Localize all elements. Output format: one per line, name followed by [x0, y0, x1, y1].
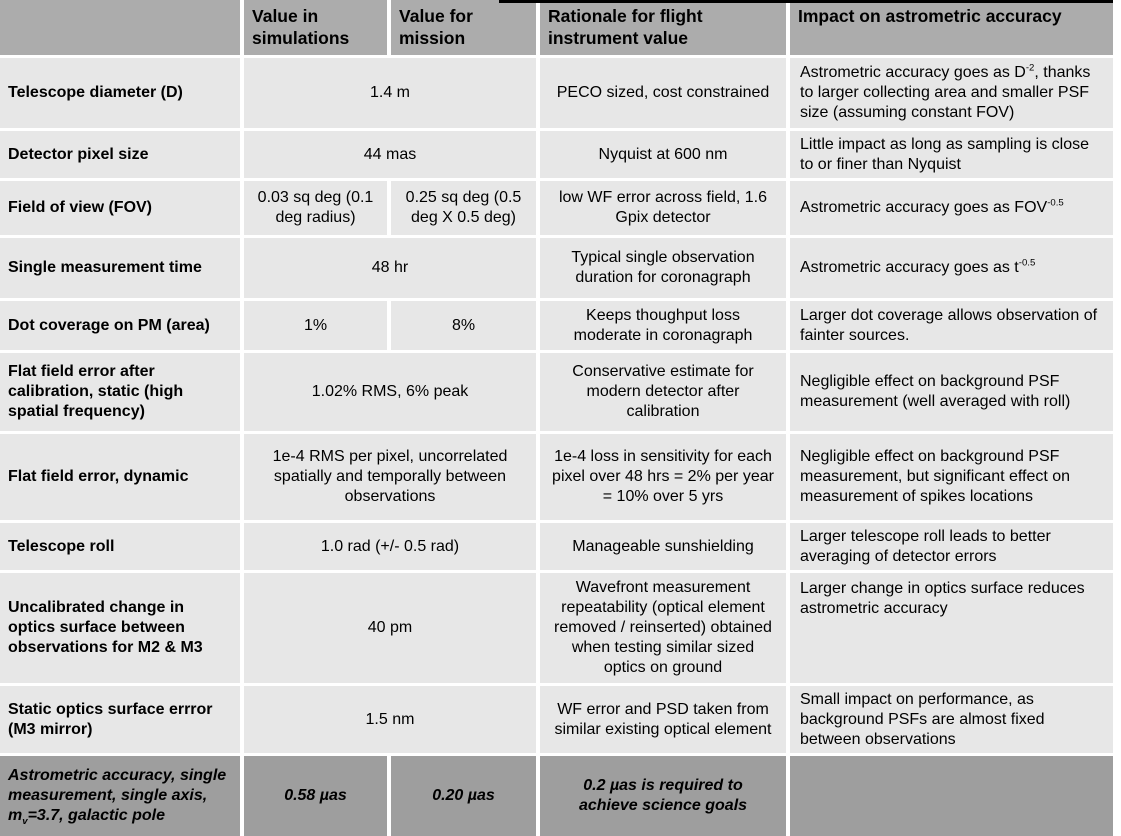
column-header-rationale: Rationale for flight instrument value — [540, 0, 786, 55]
impact-telescope-roll: Larger telescope roll leads to better averaging of detector errors — [790, 523, 1113, 570]
impact-single-measurement-time: Astrometric accuracy goes as $t^{-0.5}$ — [790, 238, 1113, 298]
column-header-value-simulations: Value in simulations — [244, 0, 387, 55]
impact-detector-pixel-size: Little impact as long as sampling is close to or finer than Nyquist — [790, 131, 1113, 178]
rationale-flat-field-static: Conservative estimate for modern detector after calibration — [540, 353, 786, 431]
impact-telescope-diameter: Astrometric accuracy goes as $D^{-2}$, thanks to larger collecting area and smaller PSF size (assuming constant FOV) — [790, 58, 1113, 128]
value-flat-field-dynamic: 1e-4 RMS per pixel, uncorrelated spatially and temporally between observations — [244, 434, 536, 520]
rationale-telescope-roll: Manageable sunshielding — [540, 523, 786, 570]
impact-flat-field-dynamic: Negligible effect on background PSF measurement, but significant effect on measurement of spikes locations — [790, 434, 1113, 520]
value-mission-dot-coverage: 8% — [391, 301, 536, 350]
row-label-flat-field-dynamic: Flat field error, dynamic — [0, 434, 240, 520]
column-header-value-mission: Value for mission — [391, 0, 536, 55]
row-label-flat-field-static: Flat field error after calibration, static (high spatial frequency) — [0, 353, 240, 431]
value-flat-field-static: 1.02% RMS, 6% peak — [244, 353, 536, 431]
value-telescope-roll: 1.0 rad (+/- 0.5 rad) — [244, 523, 536, 570]
value-static-optics-error: 1.5 nm — [244, 686, 536, 753]
column-header-blank — [0, 0, 240, 55]
impact-flat-field-static: Negligible effect on background PSF measurement (well averaged with roll) — [790, 353, 1113, 431]
rationale-uncalibrated-optics-change: Wavefront measurement repeatability (optical element removed / reinserted) obtained when testing similar sized optics on ground — [540, 573, 786, 683]
rationale-dot-coverage: Keeps thoughput loss moderate in coronagraph — [540, 301, 786, 350]
impact-astrometric-accuracy-empty — [790, 756, 1113, 836]
row-label-astrometric-accuracy: Astrometric accuracy, single measurement, single axis, $m_v=3.7$, galactic pole — [0, 756, 240, 836]
row-label-uncalibrated-optics-change: Uncalibrated change in optics surface between observations for M2 & M3 — [0, 573, 240, 683]
row-label-telescope-roll: Telescope roll — [0, 523, 240, 570]
row-label-detector-pixel-size: Detector pixel size — [0, 131, 240, 178]
rationale-field-of-view: low WF error across field, 1.6 Gpix detector — [540, 181, 786, 235]
value-telescope-diameter: 1.4 m — [244, 58, 536, 128]
rationale-single-measurement-time: Typical single observation duration for coronagraph — [540, 238, 786, 298]
value-sim-field-of-view: 0.03 sq deg (0.1 deg radius) — [244, 181, 387, 235]
impact-uncalibrated-optics-change: Larger change in optics surface reduces astrometric accuracy — [790, 573, 1113, 683]
value-mission-field-of-view: 0.25 sq deg (0.5 deg X 0.5 deg) — [391, 181, 536, 235]
value-sim-astrometric-accuracy: 0.58 µas — [244, 756, 387, 836]
partial-top-border-line — [499, 0, 1113, 3]
row-label-static-optics-error: Static optics surface errror (M3 mirror) — [0, 686, 240, 753]
impact-static-optics-error: Small impact on performance, as background PSFs are almost fixed between observations — [790, 686, 1113, 753]
value-sim-dot-coverage: 1% — [244, 301, 387, 350]
row-label-telescope-diameter: Telescope diameter (D) — [0, 58, 240, 128]
value-detector-pixel-size: 44 mas — [244, 131, 536, 178]
rationale-astrometric-accuracy: 0.2 µas is required to achieve science goals — [540, 756, 786, 836]
value-single-measurement-time: 48 hr — [244, 238, 536, 298]
impact-dot-coverage: Larger dot coverage allows observation of fainter sources. — [790, 301, 1113, 350]
rationale-flat-field-dynamic: 1e-4 loss in sensitivity for each pixel over 48 hrs = 2% per year = 10% over 5 yrs — [540, 434, 786, 520]
rationale-telescope-diameter: PECO sized, cost constrained — [540, 58, 786, 128]
column-header-impact: Impact on astrometric accuracy — [790, 0, 1113, 55]
row-label-single-measurement-time: Single measurement time — [0, 238, 240, 298]
rationale-static-optics-error: WF error and PSD taken from similar existing optical element — [540, 686, 786, 753]
value-mission-astrometric-accuracy: 0.20 µas — [391, 756, 536, 836]
row-label-field-of-view: Field of view (FOV) — [0, 181, 240, 235]
row-label-dot-coverage: Dot coverage on PM (area) — [0, 301, 240, 350]
impact-field-of-view: Astrometric accuracy goes as $FOV^{-0.5}$ — [790, 181, 1113, 235]
rationale-detector-pixel-size: Nyquist at 600 nm — [540, 131, 786, 178]
value-uncalibrated-optics-change: 40 pm — [244, 573, 536, 683]
